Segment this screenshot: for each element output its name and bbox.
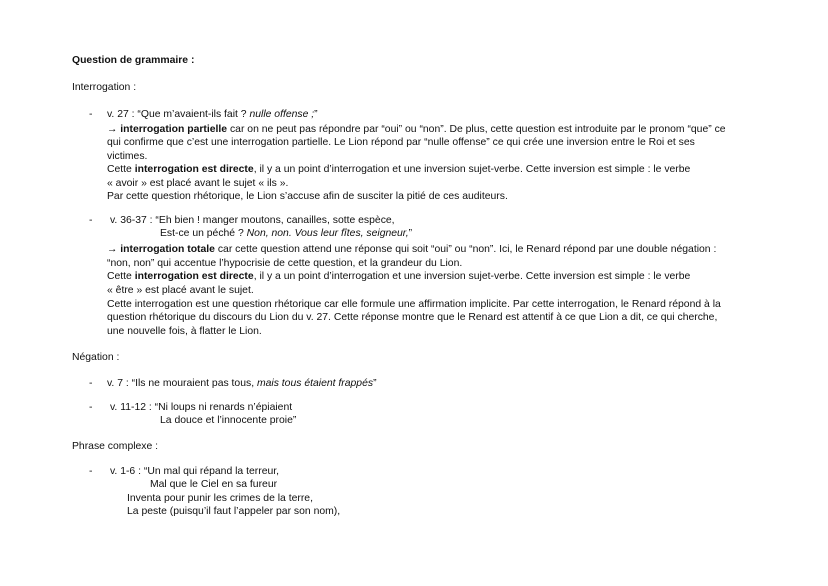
analysis-line: Cette interrogation est directe, il y a un point d’interrogation et une inversion sujet-verbe. Cette inversion est simple : le verbe: [107, 164, 691, 175]
verse-quote: v. 36-37 : “Eh bien ! manger moutons, canailles, sotte espèce,: [110, 215, 395, 226]
bullet: -: [89, 378, 93, 389]
bullet: -: [89, 402, 93, 413]
verse-quote: La peste (puisqu’il faut l’appeler par son nom),: [127, 506, 341, 517]
analysis-line: une nouvelle fois, à flatter le Lion.: [107, 326, 262, 337]
analysis-line: Par cette question rhétorique, le Lion s’accuse afin de susciter la pitié de ces auditeurs.: [107, 191, 508, 202]
analysis-line: victimes.: [107, 151, 148, 162]
analysis-line: Cette interrogation est directe, il y a un point d’interrogation et une inversion sujet-verbe. Cette inversion est simple : le verbe: [107, 271, 691, 282]
analysis-line: qui confirme que c’est une interrogation partielle. Le Lion répond par “nulle offense” ce qui crée une inversion entre le Roi et ses: [107, 137, 695, 148]
bullet: -: [89, 215, 93, 226]
analysis-line: Cette interrogation est une question rhétorique car elle formule une affirmation implicite. Par cette interrogation, le Renard répond à la: [107, 299, 721, 310]
analysis-line: question rhétorique du discours du Lion du v. 27. Cette réponse montre que le Renard est attentif à ce que Lion a dit, ce qui cherche,: [107, 312, 718, 323]
analysis-line: “non, non” qui accentue l’hypocrisie de cette question, et la grandeur du Lion.: [107, 258, 463, 269]
analysis-line: → interrogation partielle car on ne peut pas répondre par “oui” ou “non”. De plus, cette question est introduite par le pronom “que” ce: [107, 124, 726, 135]
verse-quote: Inventa pour punir les crimes de la terre,: [127, 493, 313, 504]
verse-quote: v. 11-12 : “Ni loups ni renards n’épiaient: [110, 402, 293, 413]
verse-quote: v. 1-6 : “Un mal qui répand la terreur,: [110, 466, 280, 477]
bullet: -: [89, 109, 93, 120]
analysis-line: « avoir » est placé avant le sujet « ils ».: [107, 178, 289, 189]
verse-quote: v. 27 : “Que m’avaient-ils fait ? nulle offense ;”: [107, 109, 318, 120]
section-heading-phrase-complexe: Phrase complexe :: [72, 441, 159, 452]
bullet: -: [89, 466, 93, 477]
section-heading-negation: Négation :: [72, 352, 120, 363]
analysis-line: → interrogation totale car cette question attend une réponse qui soit “oui” ou “non”. Ici, le Renard répond par une double négation :: [107, 244, 717, 255]
verse-quote: La douce et l’innocente proie”: [160, 415, 297, 426]
verse-quote: v. 7 : “Ils ne mouraient pas tous, mais tous étaient frappés”: [107, 378, 377, 389]
verse-quote: Mal que le Ciel en sa fureur: [150, 479, 278, 490]
verse-quote: Est-ce un péché ? Non, non. Vous leur fîtes, seigneur,”: [160, 228, 413, 239]
section-heading-interrogation: Interrogation :: [72, 82, 137, 93]
analysis-line: « être » est placé avant le sujet.: [107, 285, 254, 296]
document-title: Question de grammaire :: [72, 55, 195, 66]
